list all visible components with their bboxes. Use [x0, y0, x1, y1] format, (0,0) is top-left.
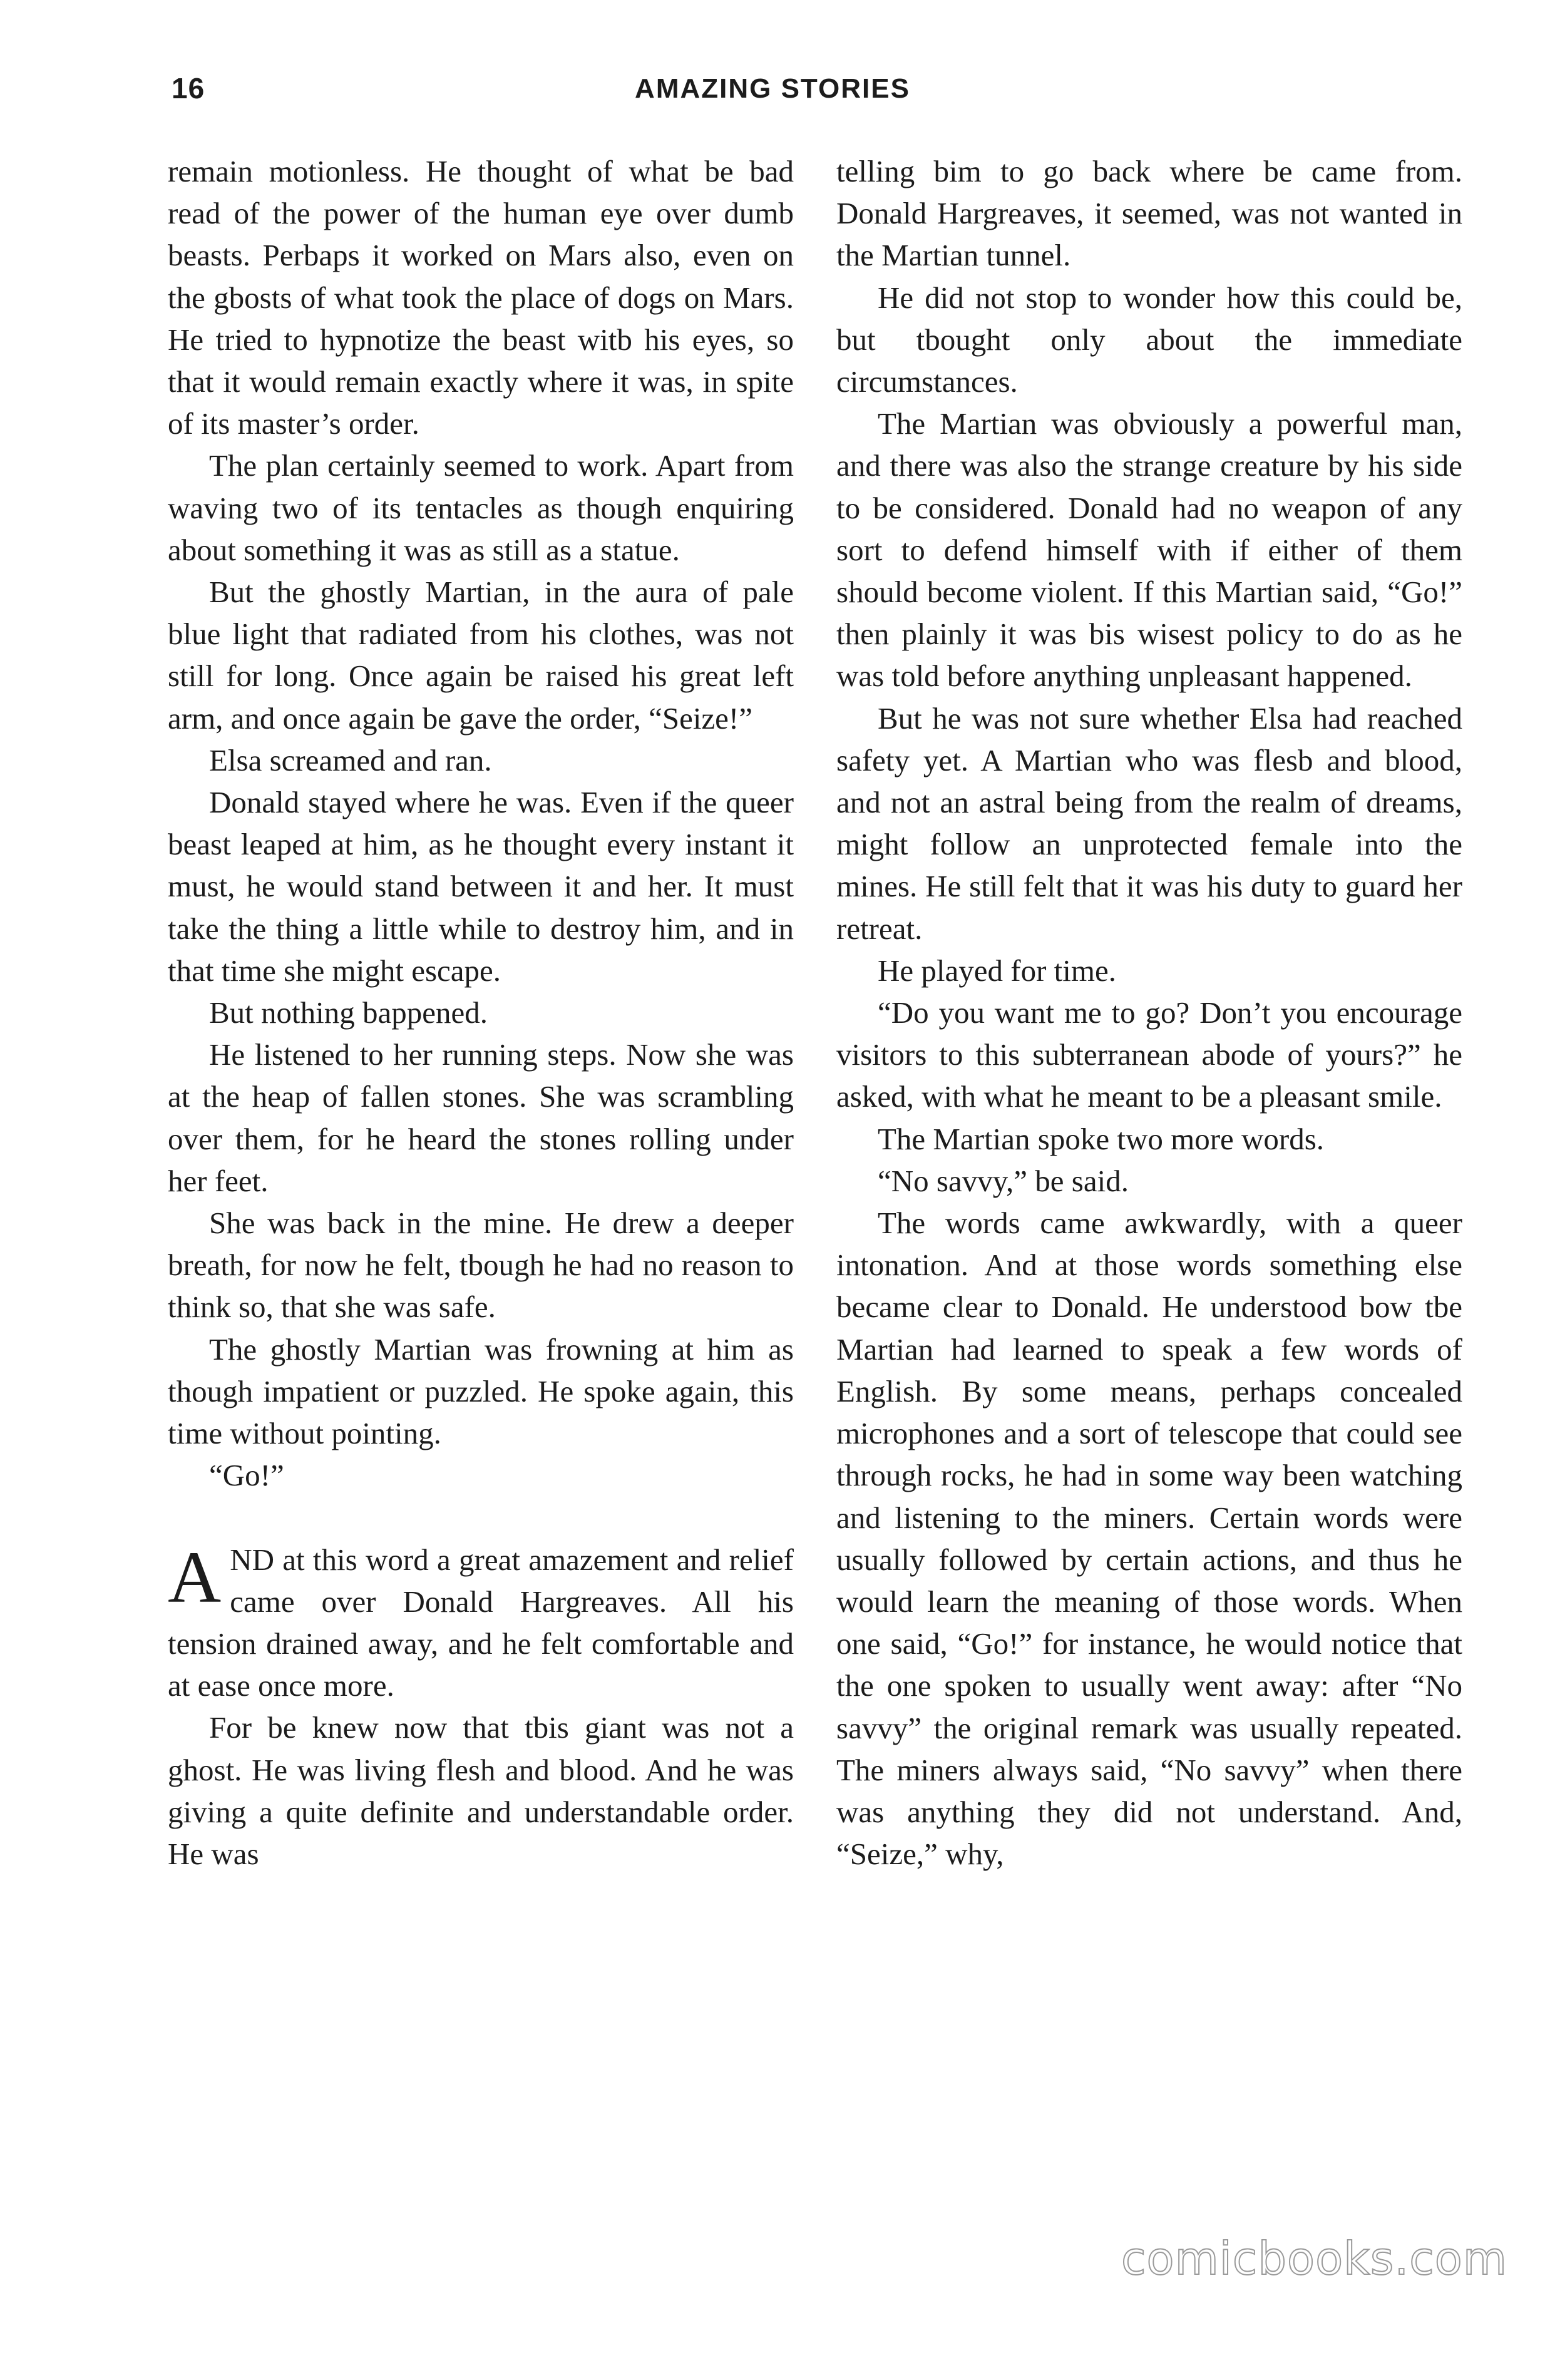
page-number: 16	[172, 72, 205, 105]
left-column	[168, 150, 794, 1875]
running-title: AMAZING STORIES	[635, 73, 910, 104]
dropcap-paragraph	[168, 1536, 794, 1707]
paragraph: “Do you want me to go? Don’t you encourage visitors to this subterranean abode of yours?” he asked, with what he meant to be a pleasant smile.	[836, 995, 1462, 1114]
paragraph: Elsa screamed and ran.	[209, 742, 492, 777]
paragraph: Donald stayed where he was. Even if the queer beast leaped at him, as he thought every instant it must, he would stand between it and her. It must take the thing a little while to destroy him, and in that time she might escape.	[168, 785, 794, 988]
paragraph: “No savvy,” be said.	[878, 1163, 1129, 1198]
paragraph: telling bim to go back where be came from. Donald Hargreaves, it seemed, was not wanted in the Martian tunnel.	[836, 154, 1462, 273]
paragraph: But the ghostly Martian, in the aura of pale blue light that radiated from his clothes, was not still for long. Once again be raised his great left arm, and once again be gave the order, “Seize!”	[168, 575, 794, 736]
paragraph: The plan certainly seemed to work. Apart from waving two of its tentacles as though enquiring about something it was as still as a statue.	[168, 448, 794, 567]
paragraph: remain motionless. He thought of what be bad read of the power of the human eye over dumb beasts. Perbaps it worked on Mars also, even on the gbosts of what took the place of dogs on Mars. He tried to hypnotize the beast witb his eyes, so that it would remain exactly where it was, in spite of its master’s order.	[168, 154, 794, 441]
paragraph: But he was not sure whether Elsa had reached safety yet. A Martian who was flesb and blood, and not an astral being from the realm of dreams, might follow an unprotected female into the mines. He still felt that it was his duty to guard her retreat.	[836, 700, 1462, 946]
paragraph: The words came awkwardly, with a queer intonation. And at those words something else became clear to Donald. He understood bow tbe Martian had learned to speak a few words of English. By some means, perhaps concealed microphones and a sort of telescope that could see through rocks, he had in some way been watching and listening to the miners. Certain words were usually followed by certain actions, and thus he would learn the meaning of those words. When one said, “Go!” for instance, he would notice that the one spoken to usually went away: after “No savvy” the original remark was usually repeated. The miners always said, “No savvy” when there was anything they did not understand. And, “Seize,” why,	[836, 1206, 1462, 1872]
paragraph: “Go!”	[209, 1458, 284, 1493]
paragraph: She was back in the mine. He drew a deeper breath, for now he felt, tbough he had no reason to think so, that she was safe.	[168, 1206, 794, 1325]
watermark-logo: comicbooks.com	[1121, 2232, 1507, 2285]
dropcap-paragraph-text: ND at this word a great amazement and relief came over Donald Hargreaves. All his tension drained away, and he felt comfortable and at ease once more.	[168, 1542, 794, 1703]
drop-cap-letter: A	[168, 1536, 222, 1618]
paragraph: For be knew now that tbis giant was not a ghost. He was living flesh and blood. And he was giving a quite definite and understandable order. He was	[168, 1710, 794, 1871]
paragraph: He played for time.	[878, 953, 1116, 988]
paragraph: The Martian spoke two more words.	[878, 1121, 1325, 1156]
paragraph: He listened to her running steps. Now she was at the heap of fallen stones. She was scrambling over them, for he heard the stones rolling under her feet.	[168, 1037, 794, 1198]
right-column	[836, 150, 1462, 1875]
paragraph: He did not stop to wonder how this could be, but tbought only about the immediate circumstances.	[836, 280, 1462, 399]
paragraph: The Martian was obviously a powerful man, and there was also the strange creature by his side to be considered. Donald had no weapon of any sort to defend himself with if either of them should become violent. If this Martian said, “Go!” then plainly it was bis wisest policy to do as he was told before anything unpleasant happened.	[836, 406, 1462, 694]
paragraph: But nothing bappened.	[209, 995, 488, 1030]
paragraph: The ghostly Martian was frowning at him as though impatient or puzzled. He spoke again, this time without pointing.	[168, 1331, 794, 1451]
